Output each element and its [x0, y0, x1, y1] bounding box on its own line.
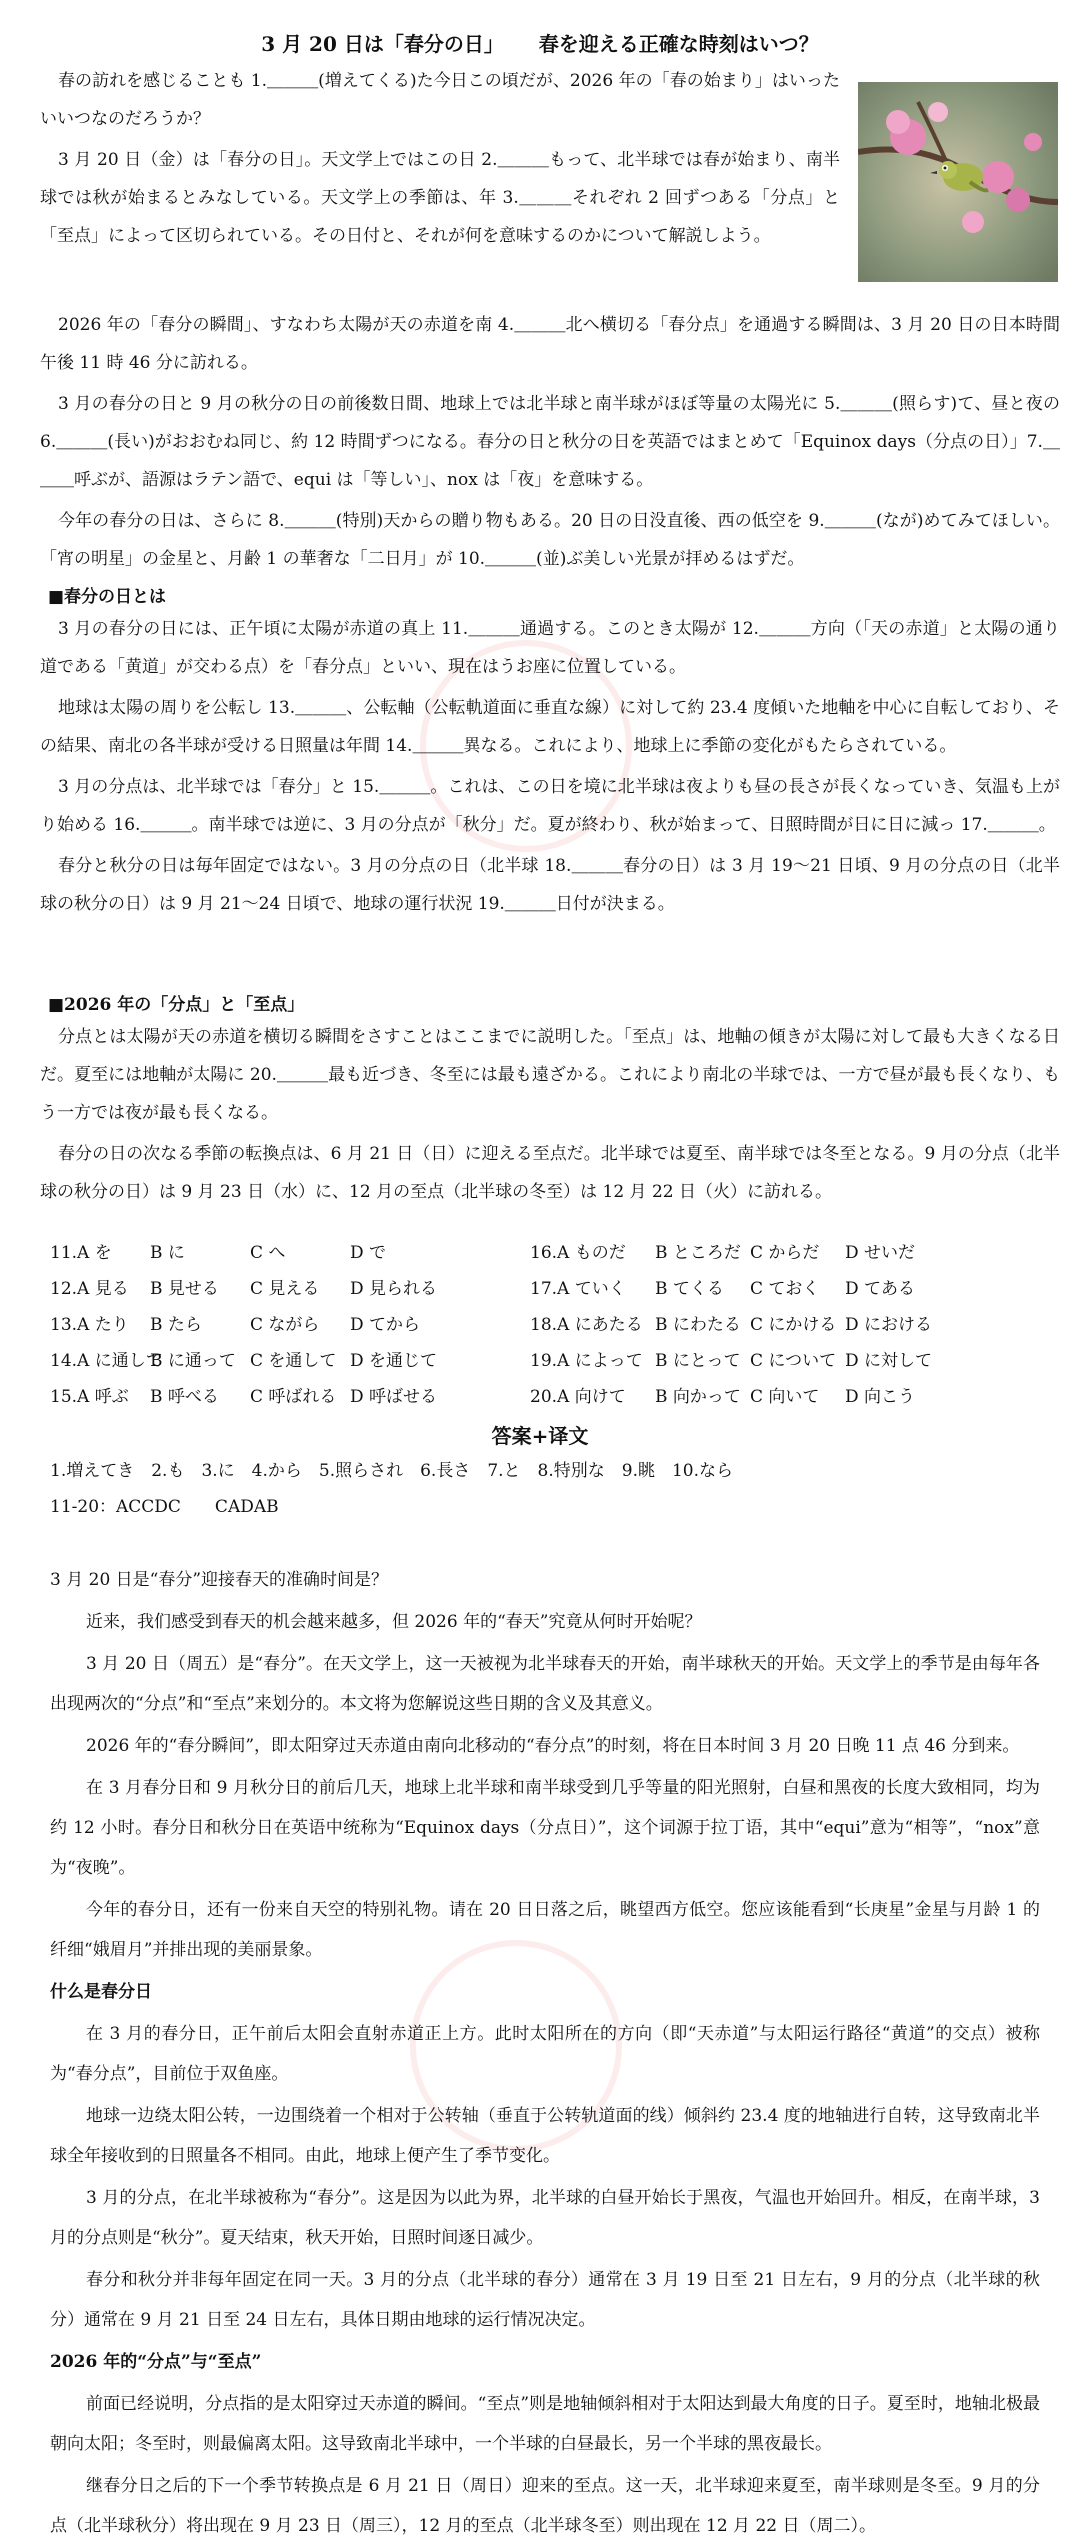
option: 15.A 呼ぶ [50, 1387, 129, 1407]
option: 13.A たり [50, 1315, 129, 1335]
option: C 呼ばれる [250, 1387, 337, 1407]
option: B たら [150, 1315, 202, 1335]
cn-section-heading: 2026 年的“分点”与“至点” [50, 2352, 262, 2372]
jp-section-heading: ■2026 年の「分点」と「至点」 [48, 995, 305, 1015]
cn-section-heading: 什么是春分日 [50, 1982, 152, 2002]
jp-intro-paragraph: 3 月 20 日（金）は「春分の日」。天文学上ではこの日 2.＿＿＿もって、北半球では春が始まり、南半球では秋が始まるとみなしている。天文学上の季節は、年 3.＿＿＿それぞれ 2 回ずつある「分点」と「至点」によって区切られている。その日付と、それが何を意味するのかについて解説しよう。 [40, 150, 840, 246]
jp-paragraph: 3 月の春分の日には、正午頃に太陽が赤道の真上 11.＿＿＿通過する。このとき太陽が 12.＿＿＿方向（「天の赤道」と太陽の通り道である「黄道」が交わる点）を「春分点」といい、現在はうお座に位置している。 [40, 619, 1060, 677]
option: 20.A 向けて [530, 1387, 626, 1407]
option: B ところだ [655, 1243, 741, 1263]
jp-intro-paragraph: 春の訪れを感じることも 1.＿＿＿(増えてくる)た今日この頃だが、2026 年の「春の始まり」はいったいいつなのだろうか？ [40, 71, 840, 129]
option: B にとって [655, 1351, 741, 1371]
title-part-2: 春を迎える正確な時刻はいつ？ [538, 32, 819, 56]
option: C を通して [250, 1351, 337, 1371]
jp-intro-paragraph: 3 月の春分の日と 9 月の秋分の日の前後数日間、地球上では北半球と南半球がほぼ等量の太陽光に 5.＿＿＿(照らす)て、昼と夜の 6.＿＿＿(長い)がおおむね同じ、約 12 時間ずつになる。春分の日と秋分の日を英語ではまとめて「Equinox days（分点の日）」7.＿＿＿呼ぶが、語源はラテン語で、equi は「等しい」、nox は「夜」を意味する。 [40, 394, 1060, 490]
options-row [50, 1382, 945, 1407]
cn-paragraph: 在 3 月的春分日，正午前后太阳会直射赤道正上方。此时太阳所在的方向（即“天赤道”与太阳运行路径“黄道”的交点）被称为“春分点”，目前位于双鱼座。 [50, 2024, 1040, 2084]
option: 19.A によって [530, 1351, 643, 1371]
jp-intro-paragraph: 今年の春分の日は、さらに 8.＿＿＿(特別)天からの贈り物もある。20 日の日没直後、西の低空を 9.＿＿＿(なが)めてみてほしい。「宵の明星」の金星と、月齢 1 の華奢な「二日月」が 10.＿＿＿(並)ぶ美しい光景が拝めるはずだ。 [40, 511, 1060, 569]
title-part-1: 3 月 20 日は「春分の日」 [261, 32, 504, 56]
cn-paragraph: 近来，我们感受到春天的机会越来越多，但 2026 年的“春天”究竟从何时开始呢？ [86, 1612, 702, 1632]
option: C 向いて [750, 1387, 820, 1407]
option: C 見える [250, 1279, 320, 1299]
options-row [50, 1274, 945, 1299]
jp-paragraph: 春分の日の次なる季節の転換点は、6 月 21 日（日）に迎える至点だ。北半球では夏至、南半球では冬至となる。9 月の分点（北半球の秋分の日）は 9 月 23 日（水）に、12 月の至点（北半球の冬至）は 12 月 22 日（火）に訪れる。 [40, 1144, 1060, 1202]
option: 17.A ていく [530, 1279, 626, 1299]
option: C ておく [750, 1279, 820, 1299]
cn-translation [50, 1560, 1040, 2548]
option: D で [350, 1243, 387, 1263]
jp-intro-cont [40, 306, 1060, 581]
jp-paragraph: 春分と秋分の日は毎年固定ではない。3 月の分点の日（北半球 18.＿＿＿春分の日）は 3 月 19〜21 日頃、9 月の分点の日（北半球の秋分の日）は 9 月 21〜24 日頃で、地球の運行状況 19.＿＿＿日付が決まる。 [40, 856, 1060, 914]
option: D に対して [845, 1351, 933, 1371]
option: C にかける [750, 1315, 837, 1335]
option: D せいだ [845, 1243, 916, 1263]
cn-paragraph: 2026 年的“春分瞬间”，即太阳穿过天赤道由南向北移动的“春分点”的时刻，将在日本时间 3 月 20 日晚 11 点 46 分到来。 [86, 1736, 1020, 1756]
cn-title: 3 月 20 日是“春分”迎接春天的准确时间是？ [50, 1570, 389, 1590]
jp-paragraph: 3 月の分点は、北半球では「春分」と 15.＿＿＿。これは、この日を境に北半球は夜よりも昼の長さが長くなっていき、気温も上がり始める 16.＿＿＿。南半球では逆に、3 月の分点が「秋分」だ。夏が終わり、秋が始まって、日照時間が日に日に減っ 17.＿＿＿。 [40, 777, 1060, 835]
option: D 向こう [845, 1387, 916, 1407]
option: B 見せる [150, 1279, 219, 1299]
options-row [50, 1346, 945, 1371]
cn-paragraph: 在 3 月春分日和 9 月秋分日的前后几天，地球上北半球和南半球受到几乎等量的阳光照射，白昼和黑夜的长度大致相同，均为约 12 小时。春分日和秋分日在英语中统称为“Equinox days（分点日）”，这个词源于拉丁语，其中“equi”意为“相等”，“nox”意为“夜晚”。 [50, 1778, 1040, 1878]
cn-paragraph: 3 月的分点，在北半球被称为“春分”。这是因为以此为界，北半球的白昼开始长于黑夜，气温也开始回升。相反，在南半球，3 月的分点则是“秋分”。夏天结束，秋天开始，日照时间逐日减少。 [50, 2188, 1040, 2248]
jp-section-1 [40, 610, 1060, 926]
jp-intro [40, 62, 1060, 258]
option: 14.A に通して [50, 1351, 163, 1371]
option: C について [750, 1351, 837, 1371]
jp-paragraph: 地球は太陽の周りを公転し 13.＿＿＿、公転軸（公転軌道面に垂直な線）に対して約 23.4 度傾いた地軸を中心に自転しており、その結果、南北の各半球が受ける日照量は年間 14.＿＿＿異なる。これにより、地球上に季節の変化がもたらされている。 [40, 698, 1060, 756]
jp-paragraph: 分点とは太陽が天の赤道を横切る瞬間をさすことはここまでに説明した。「至点」は、地軸の傾きが太陽に対して最も大きくなる日だ。夏至には地軸が太陽に 20.＿＿＿最も近づき、冬至には最も遠ざかる。これにより南北の半球では、一方で昼が最も長くなり、もう一方では夜が最も長くなる。 [40, 1027, 1060, 1123]
jp-section-heading: ■春分の日とは [48, 587, 167, 607]
jp-intro-paragraph: 2026 年の「春分の瞬間」、すなわち太陽が天の赤道を南 4.＿＿＿北へ横切る「春分点」を通過する瞬間は、3 月 20 日の日本時間午後 11 時 46 分に訪れる。 [40, 315, 1060, 373]
cn-paragraph: 前面已经说明，分点指的是太阳穿过天赤道的瞬间。“至点”则是地轴倾斜相对于太阳达到最大角度的日子。夏至时，地轴北极最朝向太阳；冬至时，则最偏离太阳。这导致南北半球中，一个半球的白昼最长，另一个半球的黑夜最长。 [50, 2394, 1040, 2454]
option: B にわたる [655, 1315, 741, 1335]
option: D における [845, 1315, 933, 1335]
option: C ながら [250, 1315, 320, 1335]
option: D 見られる [350, 1279, 438, 1299]
options-row [50, 1310, 945, 1335]
answers-line: 11-20：ACCDC CADAB [50, 1497, 279, 1517]
cn-paragraph: 春分和秋分并非每年固定在同一天。3 月的分点（北半球的春分）通常在 3 月 19 日至 21 日左右，9 月的分点（北半球的秋分）通常在 9 月 21 日至 24 日左右，具体日期由地球的运行情况决定。 [50, 2270, 1040, 2330]
options-row [50, 1238, 945, 1263]
option: 11.A を [50, 1243, 112, 1263]
option: B に通って [150, 1351, 236, 1371]
option: 18.A にあたる [530, 1315, 643, 1335]
cn-paragraph: 今年的春分日，还有一份来自天空的特别礼物。请在 20 日日落之后，眺望西方低空。您应该能看到“长庚星”金星与月龄 1 的纤细“娥眉月”并排出现的美丽景象。 [50, 1900, 1040, 1960]
option: C からだ [750, 1243, 820, 1263]
option: B 呼べる [150, 1387, 219, 1407]
option: B に [150, 1243, 185, 1263]
option: D 呼ばせる [350, 1387, 438, 1407]
option: D を通じて [350, 1351, 438, 1371]
answer-title: 答案+译文 [491, 1424, 589, 1448]
cn-paragraph: 继春分日之后的下一个季节转换点是 6 月 21 日（周日）迎来的至点。这一天，北半球迎来夏至，南半球则是冬至。9 月的分点（北半球秋分）将出现在 9 月 23 日（周三），12 月的至点（北半球冬至）则出现在 12 月 22 日（周二）。 [50, 2476, 1040, 2536]
option: 16.A ものだ [530, 1243, 626, 1263]
option: B てくる [655, 1279, 724, 1299]
option: B 向かって [655, 1387, 741, 1407]
answers-line: 1.増えてき 2.も 3.に 4.から 5.照らされ 6.長さ 7.と 8.特別な 9.眺 10.なら [50, 1461, 734, 1481]
option: 12.A 見る [50, 1279, 129, 1299]
page-title [0, 28, 1080, 57]
cn-paragraph: 地球一边绕太阳公转，一边围绕着一个相对于公转轴（垂直于公转轨道面的线）倾斜约 23.4 度的地轴进行自转，这导致南北半球全年接收到的日照量各不相同。由此，地球上便产生了季节变化。 [50, 2106, 1040, 2166]
jp-section-2 [40, 1018, 1060, 1214]
option: C へ [250, 1243, 286, 1263]
option: D てから [350, 1315, 421, 1335]
option: D てある [845, 1279, 916, 1299]
cn-paragraph: 3 月 20 日（周五）是“春分”。在天文学上，这一天被视为北半球春天的开始，南半球秋天的开始。天文学上的季节是由每年各出现两次的“分点”和“至点”来划分的。本文将为您解说这些日期的含义及其意义。 [50, 1654, 1040, 1714]
